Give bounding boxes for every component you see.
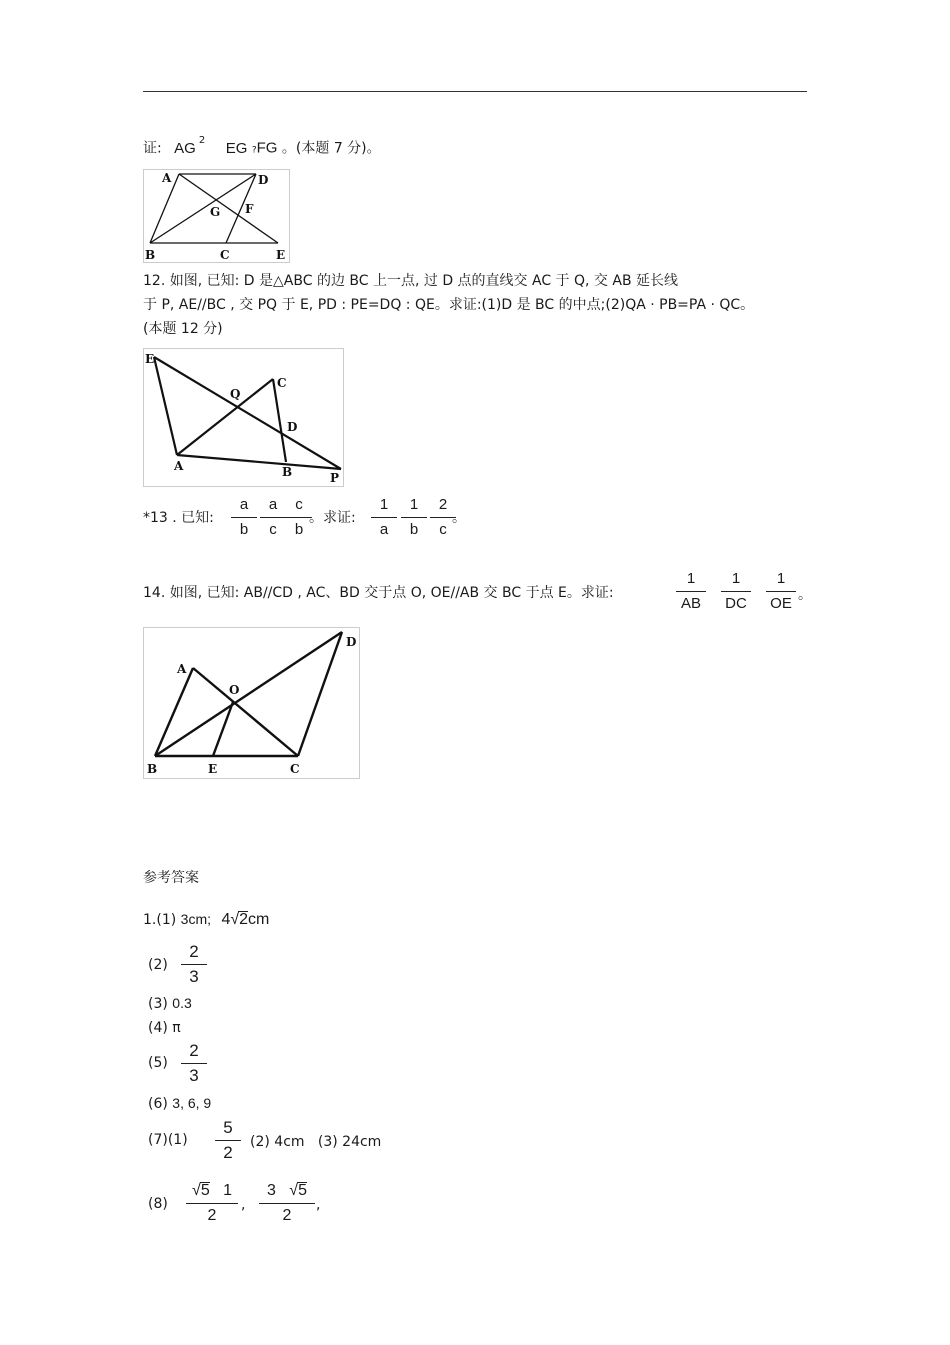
q13-frac-1-a [371, 495, 397, 540]
frac-num: 1 [379, 496, 389, 513]
answer-4-value: π [172, 1020, 181, 1036]
frac-den: b [294, 521, 304, 538]
frac-den: OE [770, 595, 792, 612]
answer-7-label: (7)(1) [148, 1132, 188, 1148]
answer-7-rest [250, 1133, 381, 1151]
answer-4 [148, 1019, 181, 1037]
q14-frac-1-dc [721, 569, 751, 614]
q13-frac-a-c [260, 495, 286, 540]
q14-text: 14. 如图, 已知: AB//CD , AC、BD 交于点 O, OE//AB 交 BC 于点 E。求证: [143, 585, 614, 601]
answer-8-f1-den: 2 [207, 1207, 217, 1224]
answer-5-label: (5) [148, 1055, 168, 1071]
fig11-label-f: F [245, 202, 254, 216]
q11-dot: ? [251, 145, 257, 156]
answer-3-label: (3) [148, 996, 168, 1012]
answer-8-f2-root: 5 [298, 1182, 307, 1199]
frac-den: c [439, 521, 447, 538]
figure-q14 [143, 627, 360, 779]
figure-q11 [143, 169, 290, 263]
fig12-label-p: P [330, 471, 340, 485]
frac-num: a [239, 496, 249, 513]
q11-proof-line [143, 136, 381, 160]
fig14-label-o: O [229, 683, 240, 697]
q11-sup: 2 [198, 135, 206, 146]
answers-heading: 参考答案 [143, 870, 199, 886]
answer-6-value: 3, 6, 9 [172, 1095, 212, 1111]
answer-1-unit: cm [248, 911, 270, 928]
answer-6-label: (6) [148, 1096, 168, 1112]
answer-5-frac [181, 1041, 207, 1086]
fig11-label-b: B [145, 248, 156, 262]
frac-num: 2 [189, 942, 199, 961]
answer-4-label: (4) [148, 1020, 168, 1036]
q11-suffix: 。(本题 7 分)。 [281, 140, 381, 157]
q11-eg: EG [225, 139, 248, 157]
fig11-label-c: C [220, 248, 230, 262]
q13-mid: 。求证: [309, 510, 356, 526]
answer-8-sep: , [241, 1197, 246, 1213]
answer-8-end: , [316, 1197, 321, 1213]
frac-num: 1 [776, 570, 786, 587]
answer-7-part3: (3) 24cm [317, 1134, 382, 1150]
frac-den: c [269, 521, 277, 538]
frac-num: c [295, 496, 303, 513]
frac-den: 3 [189, 1066, 199, 1085]
answer-8-label: (8) [148, 1196, 168, 1212]
frac-num: 5 [223, 1118, 233, 1137]
answer-1-label: 1.(1) [143, 912, 177, 928]
frac-num: 1 [409, 496, 419, 513]
answer-1: 1.(1) 3cm; 4√2cm [143, 911, 270, 928]
fig14-label-d: D [346, 635, 357, 649]
frac-num: a [268, 496, 278, 513]
q12-line1: 12. 如图, 已知: D 是△ABC 的边 BC 上一点, 过 D 点的直线交 AC 于 Q, 交 AB 延长线 [143, 273, 679, 289]
figure-q12 [143, 348, 344, 487]
q13-end: 。 [452, 510, 466, 526]
answer-2-label: (2) [148, 957, 168, 973]
answer-7-part2: (2) 4cm [250, 1134, 305, 1150]
q12-line2: 于 P, AE//BC , 交 PQ 于 E, PD : PE=DQ : QE。求证:(1)D 是 BC 的中点;(2)QA · PB=PA · QC。 [143, 297, 755, 313]
answer-8-frac2: 3 √5 2 [259, 1180, 315, 1227]
q11-ag: AG [174, 139, 196, 157]
fig11-label-e: E [276, 248, 286, 262]
fig14-label-c: C [290, 762, 300, 776]
answer-8-f1-rest: 1 [223, 1182, 232, 1199]
fig11-label-g: G [210, 205, 221, 219]
q13-frac-a-b [231, 495, 257, 540]
q13-prefix: *13 . 已知: [143, 510, 214, 526]
q14-frac-1-ab [676, 569, 706, 614]
answer-3-value: 0.3 [172, 995, 192, 1011]
answer-8-f1-root: 5 [200, 1182, 210, 1199]
q14-frac-1-oe [766, 569, 796, 614]
header-rule [143, 91, 807, 92]
fig12-label-q: Q [230, 387, 241, 401]
answer-1-v1: 3cm; [180, 911, 211, 927]
fig12-label-a: A [174, 459, 184, 473]
fig12-label-c: C [277, 376, 287, 390]
frac-den: 2 [223, 1143, 233, 1162]
frac-den: a [379, 521, 389, 538]
frac-num: 1 [731, 570, 741, 587]
answer-3 [148, 994, 192, 1013]
frac-num: 2 [189, 1041, 199, 1060]
fig14-label-b: B [147, 762, 158, 776]
q11-prefix: 证: [143, 140, 162, 157]
answer-8-f2-lead: 3 [267, 1182, 276, 1199]
fig11-label-d: D [258, 173, 269, 187]
frac-num: 1 [686, 570, 696, 587]
fig12-label-d: D [287, 420, 298, 434]
q13-frac-1-b [401, 495, 427, 540]
q14-end: 。 [798, 587, 812, 603]
answer-2-frac [181, 942, 207, 987]
fig12-label-e: E [145, 352, 155, 366]
frac-den: b [239, 521, 249, 538]
answer-8-frac1: √5 1 2 [186, 1180, 238, 1227]
frac-den: 3 [189, 967, 199, 986]
frac-num: 2 [438, 496, 448, 513]
q11-fg: FG [256, 139, 278, 157]
answer-1-radicand: 2 [239, 911, 249, 928]
frac-den: b [409, 521, 419, 538]
q12-line3: (本题 12 分) [143, 321, 223, 337]
fig14-label-a: A [177, 662, 187, 676]
answer-8-f2-den: 2 [282, 1207, 292, 1224]
frac-den: AB [680, 595, 701, 612]
fig12-label-b: B [282, 465, 293, 479]
answer-7-frac [215, 1118, 241, 1163]
frac-den: DC [725, 595, 747, 612]
fig11-label-a: A [162, 171, 172, 185]
fig14-label-e: E [208, 762, 218, 776]
answer-6 [148, 1094, 211, 1113]
answer-1-coef: 4 [221, 911, 231, 928]
